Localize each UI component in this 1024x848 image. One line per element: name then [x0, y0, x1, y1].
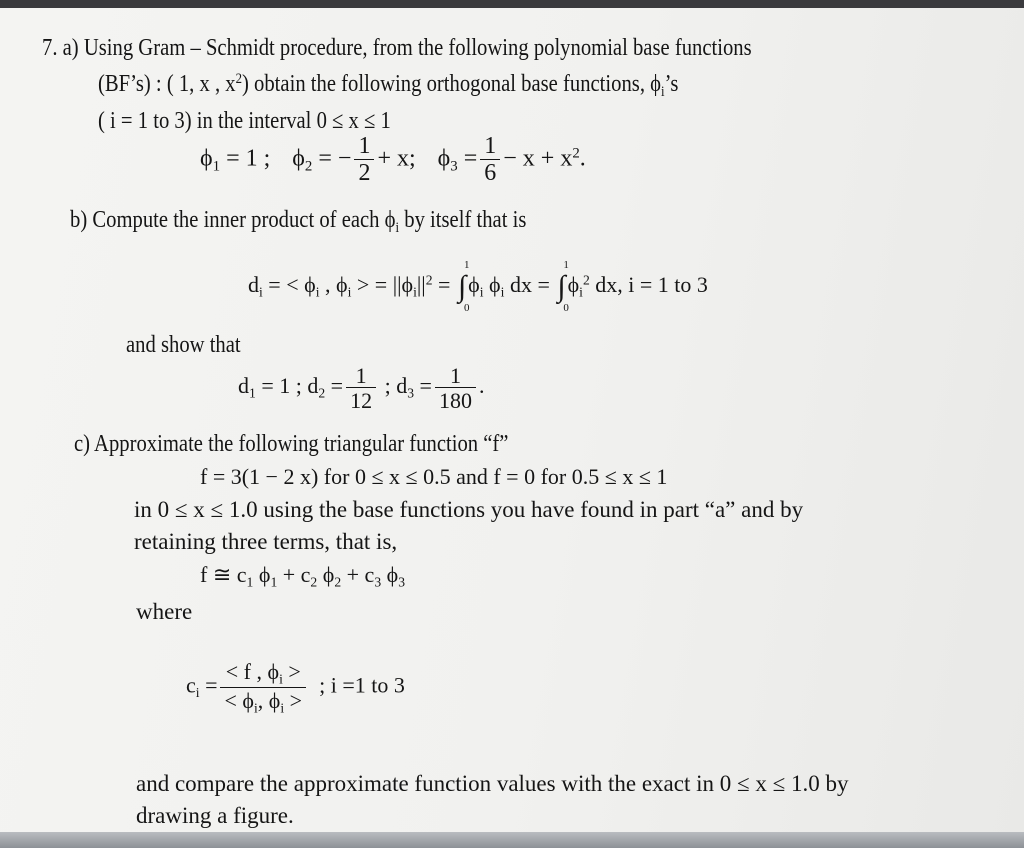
integral-sign-2: ∫ 1 0 — [557, 259, 569, 314]
screen-bottom-edge — [0, 832, 1024, 848]
orthogonal-functions-equation: $\phi_1 = 1$ ; $\phi_2$ = − $\frac{1}{2}$ + x; $\phi_3$ = $\frac{1}{6}$ − $x + x^2$. — [200, 133, 586, 187]
part-a-line-2: (BF’s) : ( 1, x , $x^2$) obtain the following orthogonal base functions, $\phi_i’s$ — [98, 71, 679, 100]
approximation-equation: f ≅ $c_1$ $\phi_1 + c_2$ $\phi_2 + c_3$ $\phi_3$ — [200, 562, 406, 590]
triangular-function-definition: f = 3(1 − 2 x) for 0 ≤ x ≤ 0.5 and f = 0 for 0.5 ≤ x ≤ 1 — [200, 464, 668, 489]
part-c-line-1: c) Approximate the following triangular function “f” — [74, 431, 509, 457]
and-show-that: and show that — [126, 332, 241, 358]
coefficient-fraction: $\frac{< f , \phi_i >}{< \phi_i, \phi_i >}$ — [220, 660, 306, 715]
coefficient-equation: $c_i$ = $\frac{< f , \phi_i >}{< \phi_i, \phi_i >}$ ; i =1 to 3 — [186, 659, 405, 716]
inner-product-equation: $d_i$ = < $\phi_i$ , $\phi_i$ > = $||\phi_i||^2$ = ∫ 1 0 $\phi_i$ $\phi_i$ dx = ∫ 1 0 $\phi_i^2$ dx, i = 1 to 3 — [248, 259, 708, 314]
part-a-line-3: ( i = 1 to 3) in the interval 0 ≤ x ≤ 1 — [98, 108, 391, 134]
final-line-1: and compare the approximate function values with the exact in 0 ≤ x ≤ 1.0 by — [136, 771, 849, 796]
where-label: where — [136, 599, 193, 624]
part-c-line-3: in 0 ≤ x ≤ 1.0 using the base functions you have found in part “a” and by — [134, 497, 804, 522]
integral-sign-1: ∫ 1 0 — [457, 259, 470, 314]
fraction-one-sixth: $\frac{1}{6}$ — [480, 134, 500, 186]
fraction-one-half: $\frac{1}{2}$ — [354, 134, 374, 186]
part-c-line-4: retaining three terms, that is, — [134, 529, 398, 554]
fraction-one-twelfth: $\frac{1}{12}$ — [346, 364, 376, 412]
problem-sheet — [0, 8, 1024, 832]
d-values-equation: $d_1 = 1$ ; $d_2$ = $\frac{1}{12}$ ; $d_3$ = $\frac{1}{180}$ . — [238, 363, 485, 414]
part-a-line-1: 7. a) Using Gram – Schmidt procedure, from the following polynomial base functions — [42, 35, 752, 61]
fraction-one-one-eighty: $\frac{1}{180}$ — [435, 364, 476, 412]
final-line-2: drawing a figure. — [136, 803, 294, 828]
part-b-line-1: b) Compute the inner product of each $\phi_i$ by itself that is — [70, 207, 527, 236]
